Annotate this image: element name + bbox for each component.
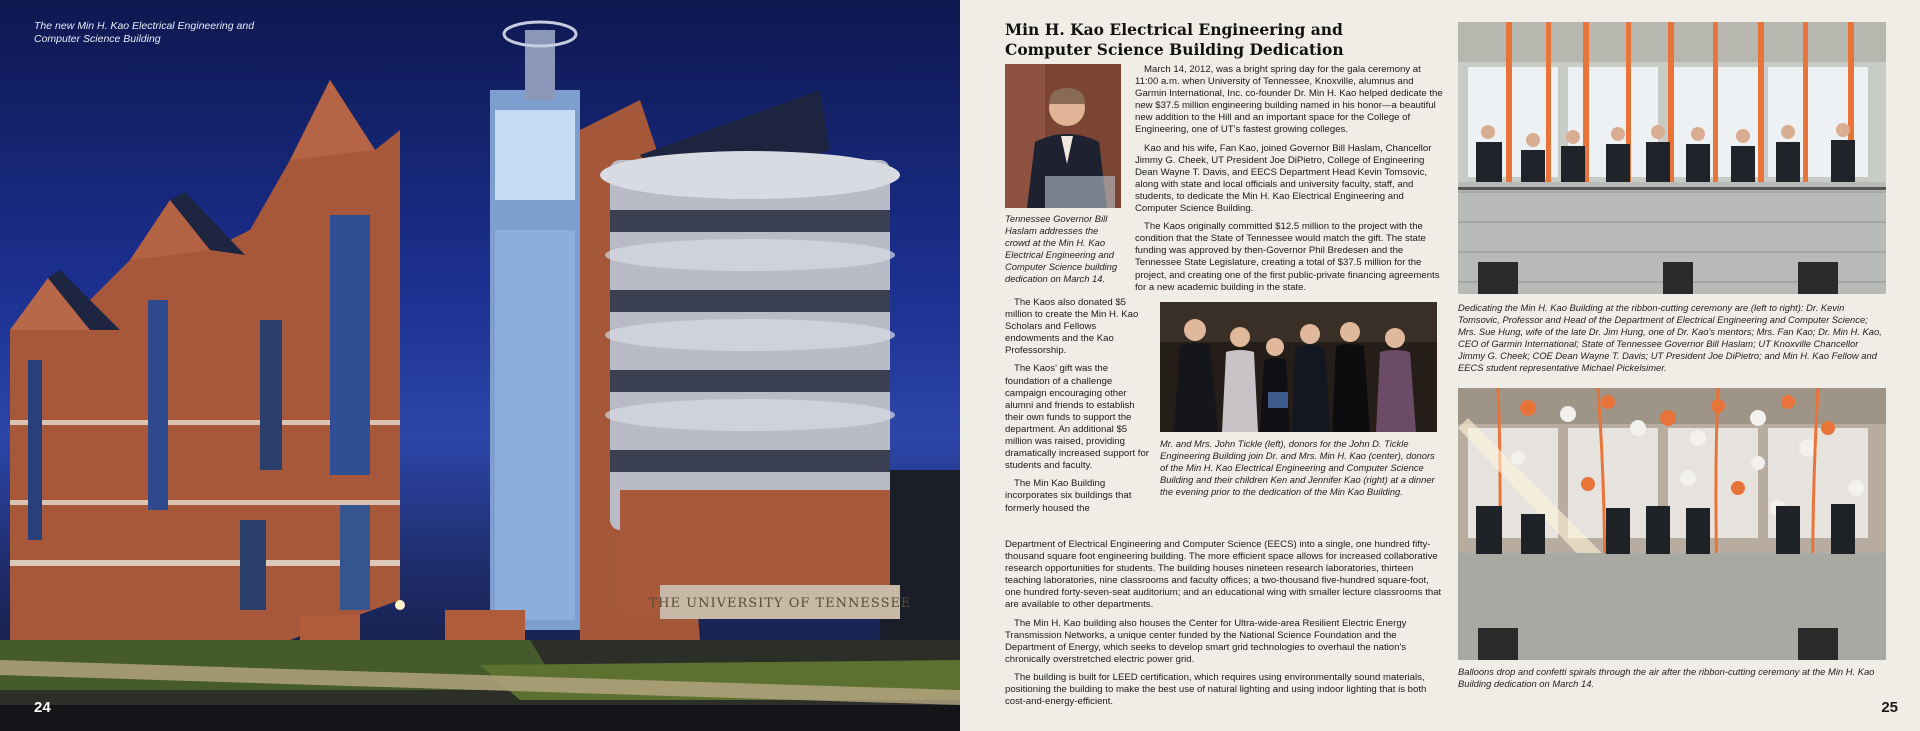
page-number-left: 24: [34, 699, 51, 716]
paragraph: Department of Electrical Engineering and Computer Science (EECS) into a single, one hundred fifty-thousand square foot engineering building. The more efficient space allows for increased collaborative research opportunities for students. The building houses nineteen research laboratories, thirteen teaching laboratories, nine classrooms and faculty offices; a two-thousand five-hundred square-foot, one hundred forty-seven-seat auditorium; and an educational wing with smaller lecture classrooms that are available to other departments.: [1005, 539, 1442, 611]
governor-photo-caption: Tennessee Governor Bill Haslam addresses the crowd at the Min H. Kao Electrical Engineering and Computer Science building dedication on March 14.: [1005, 213, 1118, 284]
article-column-bottom: [1005, 539, 1445, 714]
article-headline: Min H. Kao Electrical Engineering and Computer Science Building Dedication: [1005, 20, 1344, 59]
paragraph: The Kaos' gift was the foundation of a challenge campaign encouraging other alumni and friends to establish their own funds to support the department. An additional $5 million was raised, providing dramatically increased support for students and faculty.: [1005, 363, 1149, 472]
governor-photo: [1005, 64, 1121, 208]
article-column-top: [1135, 64, 1445, 300]
paragraph: The Kaos originally committed $12.5 million to the project with the condition that the State of Tennessee would match the gift. The state funding was approved by then-Governor Phil Bredesen and the Tennessee State Legislature, creating a total of $37.5 million for the project, and creating one of the first public-private financing agreements for a new academic building in the state.: [1135, 221, 1440, 293]
paragraph: The Kaos also donated $5 million to create the Min H. Kao Scholars and Fellows endowments and the Kao Professorship.: [1005, 297, 1139, 357]
dinner-photo-caption: Mr. and Mrs. John Tickle (left), donors for the John D. Tickle Engineering Building join Dr. and Mrs. Min H. Kao (center), donors of the Min H. Kao Electrical Engineering and Computer Science Building and their children Ken and Jennifer Kao (right) at a dinner the evening prior to the dedication of the Min Kao Building.: [1160, 438, 1435, 497]
paragraph: The Min H. Kao building also houses the Center for Ultra-wide-area Resilient Electric Energy Transmission Networks, a unique center funded by the National Science Foundation and the Department of Energy, which seeks to develop smart grid technologies to overhaul the nation's chronically overstretched electric power grid.: [1005, 617, 1407, 665]
right-page: [960, 0, 1920, 731]
balloons-photo: [1458, 388, 1886, 660]
photo-caption: The new Min H. Kao Electrical Engineering and Computer Science Building: [34, 20, 255, 45]
university-sign: THE UNIVERSITY OF TENNESSEE: [648, 596, 912, 611]
paragraph: March 14, 2012, was a bright spring day for the gala ceremony at 11:00 a.m. when University of Tennessee, Knoxville, alumnus and Garmin International, Inc. co-founder Dr. Min H. Kao helped dedicate the new $37.5 million engineering building named in his honor—a beautiful new addition to the Hill and an important space for the College of Engineering, one of UT's fastest growing colleges.: [1135, 64, 1443, 136]
dinner-photo: [1160, 302, 1437, 432]
page-number-right: 25: [1881, 699, 1898, 716]
paragraph: Kao and his wife, Fan Kao, joined Governor Bill Haslam, Chancellor Jimmy G. Cheek, UT President Joe DiPietro, College of Engineering Dean Wayne T. Davis, and EECS Department Head Kevin Tomsovic, along with state and local officials and university faculty, staff, and students, to dedicate the Min H. Kao Electrical Engineering and Computer Science Building.: [1135, 142, 1432, 215]
paragraph: The Min Kao Building incorporates six buildings that formerly housed the: [1005, 478, 1132, 514]
ribbon-photo-caption: Dedicating the Min H. Kao Building at the ribbon-cutting ceremony are (left to right): Dr. Kevin Tomsovic, Professor and Head of the Department of Electrical Engineering and Computer Science; Mrs. Sue Hung, wife of the late Dr. Jim Hung, one of Dr. Kao's mentors; Mrs. Fan Kao; Dr. Min H. Kao, CEO of Garmin International; State of Tennessee Governor Bill Haslam; UT Knoxville Chancellor Jimmy G. Cheek; COE Dean Wayne T. Davis; UT President Joe DiPietro; and Min H. Kao Fellow and EECS student representative Michael Pickelsimer.: [1458, 302, 1882, 373]
article-column-left: [1005, 297, 1151, 521]
ribbon-cutting-photo: [1458, 22, 1886, 294]
balloons-photo-caption: Balloons drop and confetti spirals through the air after the ribbon-cutting ceremony at the Min H. Kao Building dedication on March 14.: [1458, 666, 1875, 689]
paragraph: The building is built for LEED certification, which requires using environmentally sound materials, positioning the building to make the best use of natural lighting and using indoor lighting that is both cost-and-energy-efficient.: [1005, 671, 1427, 708]
